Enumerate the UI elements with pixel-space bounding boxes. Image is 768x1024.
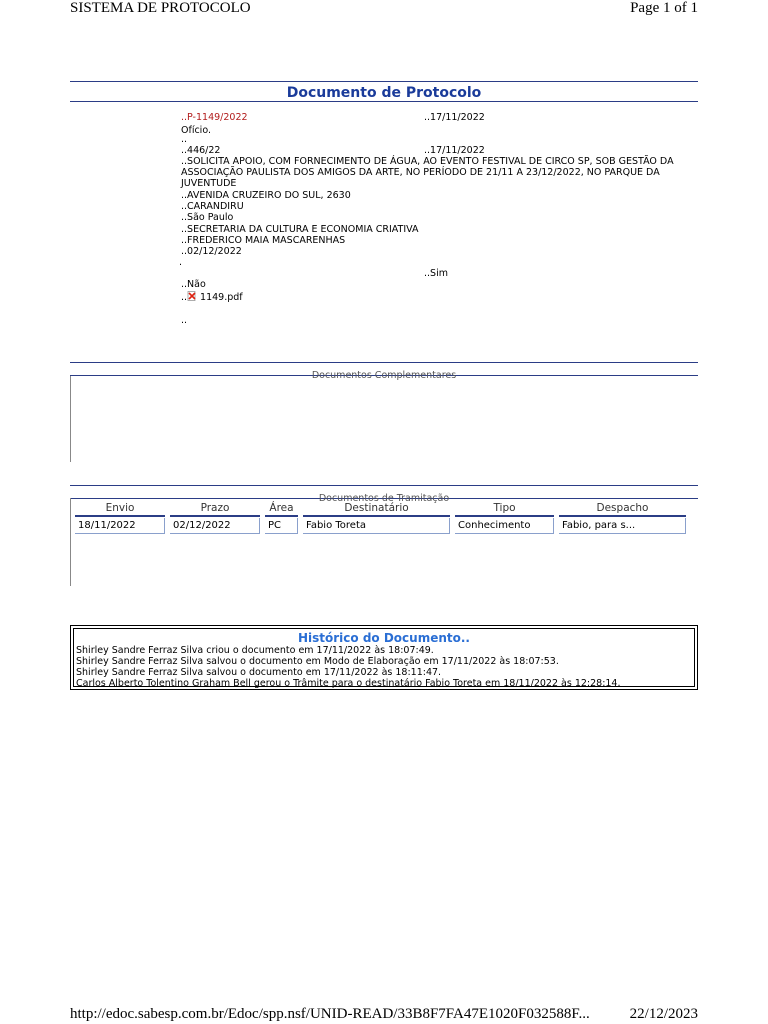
- col-area: Área: [265, 502, 298, 517]
- complementares-title: Documentos Complementares: [311, 370, 457, 381]
- system-title: SISTEMA DE PROTOCOLO: [70, 0, 251, 16]
- numdoc-value: ..446/22: [181, 145, 221, 156]
- col-despacho: Despacho: [559, 502, 686, 517]
- cell-tipo: Conhecimento: [455, 518, 554, 534]
- fisico-value: ..Não: [181, 279, 206, 290]
- col-tipo: Tipo: [455, 502, 554, 517]
- document-title-bar: [70, 81, 698, 102]
- digital-value: [181, 291, 243, 303]
- prazo-value: ..02/12/2022: [181, 246, 242, 257]
- source-url: http://edoc.sabesp.com.br/Edoc/spp.nsf/UNID-READ/33B8F7FA47E1020F032588F...: [70, 1006, 590, 1022]
- historico-box: [70, 625, 698, 690]
- emitente-value: ..SECRETARIA DA CULTURA E ECONOMIA CRIATIVA: [181, 224, 419, 235]
- pdf-link[interactable]: 1149.pdf: [200, 292, 243, 303]
- interessado-value: ..FREDERICO MAIA MASCARENHAS: [181, 235, 346, 246]
- tramitacao-frame: [70, 498, 71, 586]
- col-envio: Envio: [75, 502, 165, 517]
- tramitacao-header: [70, 485, 698, 504]
- historico-title: Histórico do Documento..: [297, 631, 470, 645]
- historico-line: Carlos Alberto Tolentino Graham Bell gerou o Trâmite para o destinatário Fabio Toreta em 18/11/2022 às 12:28:14.: [76, 678, 621, 689]
- datadoc-value: ..17/11/2022: [424, 145, 485, 156]
- entrada-value: ..17/11/2022: [424, 112, 485, 123]
- tramitacao-title: Documentos de Tramitação: [318, 493, 450, 504]
- print-date: 22/12/2023: [629, 1006, 698, 1022]
- complementares-header: [70, 362, 698, 381]
- cell-area: PC: [265, 518, 298, 534]
- historico-line: Shirley Sandre Ferraz Silva criou o documento em 17/11/2022 às 18:07:49.: [76, 645, 434, 656]
- separator-dot: .: [179, 257, 183, 268]
- assunto-value: ..SOLICITA APOIO, COM FORNECIMENTO DE ÁGUA, AO EVENTO FESTIVAL DE CIRCO SP, SOB GESTÃO DA ASSOCIAÇÃO PAULISTA DOS AMIGOS DA ARTE, NO PERÍODO DE 21/11 A 23/12/2022, NO PARQUE DA JUVENTUDE: [181, 156, 674, 189]
- tipo-value: Ofício.: [181, 125, 211, 136]
- col-prazo: Prazo: [170, 502, 260, 517]
- historico-line: Shirley Sandre Ferraz Silva salvou o documento em Modo de Elaboração em 17/11/2022 às 18:07:53.: [76, 656, 559, 667]
- complementares-frame: [70, 376, 71, 462]
- bairro-value: ..CARANDIRU: [181, 201, 244, 212]
- prioridade-value: ..Sim: [424, 268, 448, 279]
- cell-prazo: 02/12/2022: [170, 518, 260, 534]
- endereco-value: ..AVENIDA CRUZEIRO DO SUL, 2630: [181, 190, 351, 201]
- page-title: Documento de Protocolo: [286, 85, 482, 101]
- cell-envio: 18/11/2022: [75, 518, 165, 534]
- cell-destinatario: Fabio Toreta: [303, 518, 450, 534]
- protocolo-value: ..P-1149/2022: [181, 112, 248, 123]
- historico-inner: [73, 628, 695, 687]
- page-number: Page 1 of 1: [630, 0, 698, 16]
- obs-value: ..: [181, 315, 188, 326]
- digital-prefix: ..: [181, 292, 188, 303]
- col-destinatario: Destinatário: [303, 502, 450, 517]
- historico-line: Shirley Sandre Ferraz Silva salvou o documento em 17/11/2022 às 18:11:47.: [76, 667, 442, 678]
- tipo-value-2: ..: [181, 134, 188, 145]
- cell-despacho[interactable]: Fabio, para s...: [559, 518, 686, 534]
- pdf-file-icon[interactable]: [187, 291, 197, 301]
- municipio-value: ..São Paulo: [181, 212, 234, 223]
